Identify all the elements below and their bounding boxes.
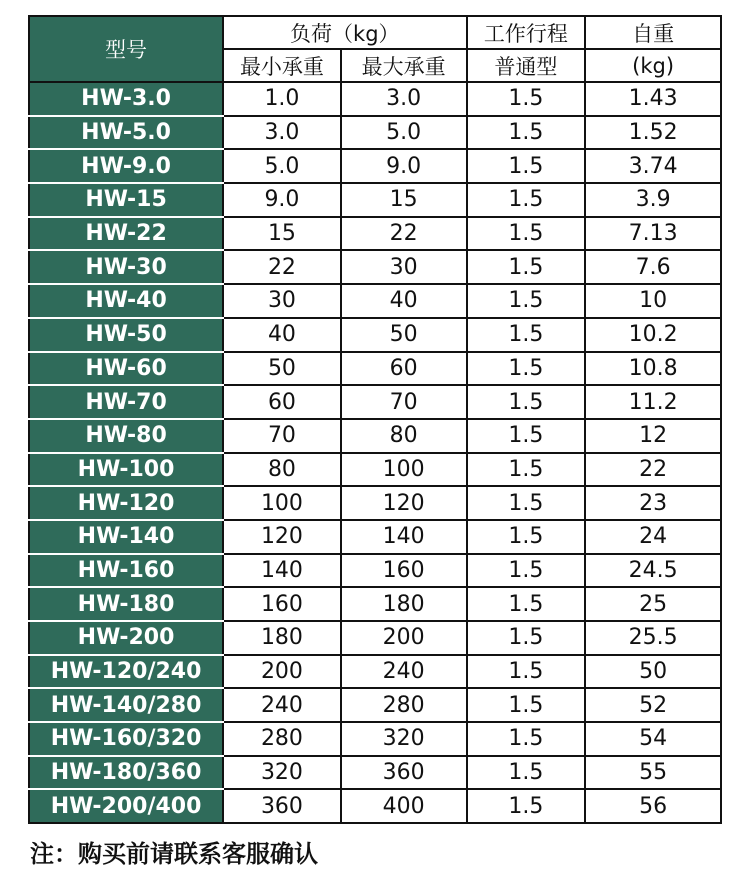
stroke-cell: 1.5 <box>467 621 586 655</box>
stroke-cell: 1.5 <box>467 520 586 554</box>
model-cell: HW-180/360 <box>29 756 223 790</box>
table-row <box>29 789 721 823</box>
min-load-cell: 280 <box>223 722 341 756</box>
table-row <box>29 587 721 621</box>
max-load-cell: 180 <box>341 587 467 621</box>
min-load-cell: 30 <box>223 284 341 318</box>
stroke-cell: 1.5 <box>467 250 586 284</box>
table-row <box>29 284 721 318</box>
model-cell: HW-160/320 <box>29 722 223 756</box>
max-load-cell: 160 <box>341 554 467 588</box>
max-load-cell: 9.0 <box>341 149 467 183</box>
max-load-cell: 3.0 <box>341 82 467 116</box>
load-header: 负荷（kg） <box>223 16 466 49</box>
max-load-cell: 240 <box>341 655 467 689</box>
max-load-cell: 50 <box>341 318 467 352</box>
max-load-cell: 30 <box>341 250 467 284</box>
min-load-cell: 1.0 <box>223 82 341 116</box>
min-load-cell: 22 <box>223 250 341 284</box>
stroke-cell: 1.5 <box>467 722 586 756</box>
stroke-cell: 1.5 <box>467 318 586 352</box>
min-load-cell: 100 <box>223 486 341 520</box>
model-cell: HW-80 <box>29 419 223 453</box>
weight-cell: 1.43 <box>585 82 721 116</box>
stroke-cell: 1.5 <box>467 789 586 823</box>
stroke-cell: 1.5 <box>467 486 586 520</box>
model-cell: HW-40 <box>29 284 223 318</box>
weight-cell: 7.6 <box>585 250 721 284</box>
weight-cell: 3.9 <box>585 183 721 217</box>
min-load-cell: 360 <box>223 789 341 823</box>
min-load-cell: 140 <box>223 554 341 588</box>
max-load-cell: 22 <box>341 217 467 251</box>
weight-cell: 25 <box>585 587 721 621</box>
max-load-cell: 320 <box>341 722 467 756</box>
table-row <box>29 217 721 251</box>
stroke-cell: 1.5 <box>467 419 586 453</box>
model-cell: HW-9.0 <box>29 149 223 183</box>
min-load-cell: 40 <box>223 318 341 352</box>
min-load-cell: 120 <box>223 520 341 554</box>
min-load-cell: 200 <box>223 655 341 689</box>
min-load-cell: 320 <box>223 756 341 790</box>
weight-cell: 54 <box>585 722 721 756</box>
stroke-cell: 1.5 <box>467 284 586 318</box>
weight-cell: 12 <box>585 419 721 453</box>
max-load-cell: 140 <box>341 520 467 554</box>
stroke-cell: 1.5 <box>467 756 586 790</box>
weight-cell: 52 <box>585 688 721 722</box>
table-row <box>29 352 721 386</box>
max-load-cell: 100 <box>341 453 467 487</box>
max-load-cell: 360 <box>341 756 467 790</box>
stroke-cell: 1.5 <box>467 352 586 386</box>
table-row <box>29 183 721 217</box>
model-cell: HW-60 <box>29 352 223 386</box>
table-row <box>29 486 721 520</box>
model-cell: HW-140/280 <box>29 688 223 722</box>
stroke-cell: 1.5 <box>467 453 586 487</box>
min-load-cell: 70 <box>223 419 341 453</box>
stroke-type-header: 普通型 <box>467 49 586 82</box>
table-row <box>29 688 721 722</box>
weight-cell: 24 <box>585 520 721 554</box>
max-load-cell: 400 <box>341 789 467 823</box>
table-row <box>29 554 721 588</box>
stroke-cell: 1.5 <box>467 688 586 722</box>
weight-cell: 23 <box>585 486 721 520</box>
table-row <box>29 756 721 790</box>
stroke-cell: 1.5 <box>467 82 586 116</box>
table-row <box>29 655 721 689</box>
stroke-cell: 1.5 <box>467 554 586 588</box>
model-cell: HW-160 <box>29 554 223 588</box>
weight-cell: 11.2 <box>585 385 721 419</box>
weight-cell: 55 <box>585 756 721 790</box>
min-load-header: 最小承重 <box>223 49 341 82</box>
min-load-cell: 60 <box>223 385 341 419</box>
min-load-cell: 240 <box>223 688 341 722</box>
model-cell: HW-50 <box>29 318 223 352</box>
stroke-cell: 1.5 <box>467 149 586 183</box>
model-header: 型号 <box>29 16 223 82</box>
table-row <box>29 419 721 453</box>
table-row <box>29 453 721 487</box>
model-cell: HW-3.0 <box>29 82 223 116</box>
weight-header: 自重 <box>585 16 721 49</box>
model-cell: HW-200/400 <box>29 789 223 823</box>
weight-unit-header: (kg) <box>585 49 721 82</box>
max-load-cell: 200 <box>341 621 467 655</box>
max-load-cell: 80 <box>341 419 467 453</box>
max-load-cell: 120 <box>341 486 467 520</box>
min-load-cell: 80 <box>223 453 341 487</box>
table-row <box>29 722 721 756</box>
weight-cell: 3.74 <box>585 149 721 183</box>
model-cell: HW-140 <box>29 520 223 554</box>
model-cell: HW-70 <box>29 385 223 419</box>
min-load-cell: 160 <box>223 587 341 621</box>
weight-cell: 7.13 <box>585 217 721 251</box>
model-cell: HW-100 <box>29 453 223 487</box>
weight-cell: 10 <box>585 284 721 318</box>
note-text: 注：购买前请联系客服确认 <box>30 840 318 868</box>
weight-cell: 10.2 <box>585 318 721 352</box>
model-cell: HW-5.0 <box>29 116 223 150</box>
table-row <box>29 116 721 150</box>
weight-cell: 1.52 <box>585 116 721 150</box>
model-cell: HW-180 <box>29 587 223 621</box>
max-load-cell: 40 <box>341 284 467 318</box>
table-row <box>29 520 721 554</box>
weight-cell: 56 <box>585 789 721 823</box>
max-load-cell: 60 <box>341 352 467 386</box>
min-load-cell: 3.0 <box>223 116 341 150</box>
max-load-cell: 15 <box>341 183 467 217</box>
min-load-cell: 9.0 <box>223 183 341 217</box>
table-row <box>29 385 721 419</box>
model-cell: HW-120/240 <box>29 655 223 689</box>
model-cell: HW-200 <box>29 621 223 655</box>
max-load-cell: 70 <box>341 385 467 419</box>
min-load-cell: 50 <box>223 352 341 386</box>
header-row-1 <box>29 16 721 49</box>
weight-cell: 25.5 <box>585 621 721 655</box>
stroke-cell: 1.5 <box>467 217 586 251</box>
weight-cell: 22 <box>585 453 721 487</box>
model-cell: HW-15 <box>29 183 223 217</box>
model-cell: HW-22 <box>29 217 223 251</box>
weight-cell: 24.5 <box>585 554 721 588</box>
stroke-cell: 1.5 <box>467 183 586 217</box>
table-row <box>29 149 721 183</box>
table-row <box>29 250 721 284</box>
weight-cell: 50 <box>585 655 721 689</box>
stroke-header: 工作行程 <box>467 16 586 49</box>
min-load-cell: 5.0 <box>223 149 341 183</box>
table-row <box>29 621 721 655</box>
max-load-cell: 5.0 <box>341 116 467 150</box>
stroke-cell: 1.5 <box>467 587 586 621</box>
table-row <box>29 82 721 116</box>
model-cell: HW-120 <box>29 486 223 520</box>
stroke-cell: 1.5 <box>467 385 586 419</box>
spec-table <box>28 15 722 824</box>
stroke-cell: 1.5 <box>467 116 586 150</box>
max-load-header: 最大承重 <box>341 49 467 82</box>
max-load-cell: 280 <box>341 688 467 722</box>
weight-cell: 10.8 <box>585 352 721 386</box>
model-cell: HW-30 <box>29 250 223 284</box>
min-load-cell: 15 <box>223 217 341 251</box>
min-load-cell: 180 <box>223 621 341 655</box>
stroke-cell: 1.5 <box>467 655 586 689</box>
table-row <box>29 318 721 352</box>
